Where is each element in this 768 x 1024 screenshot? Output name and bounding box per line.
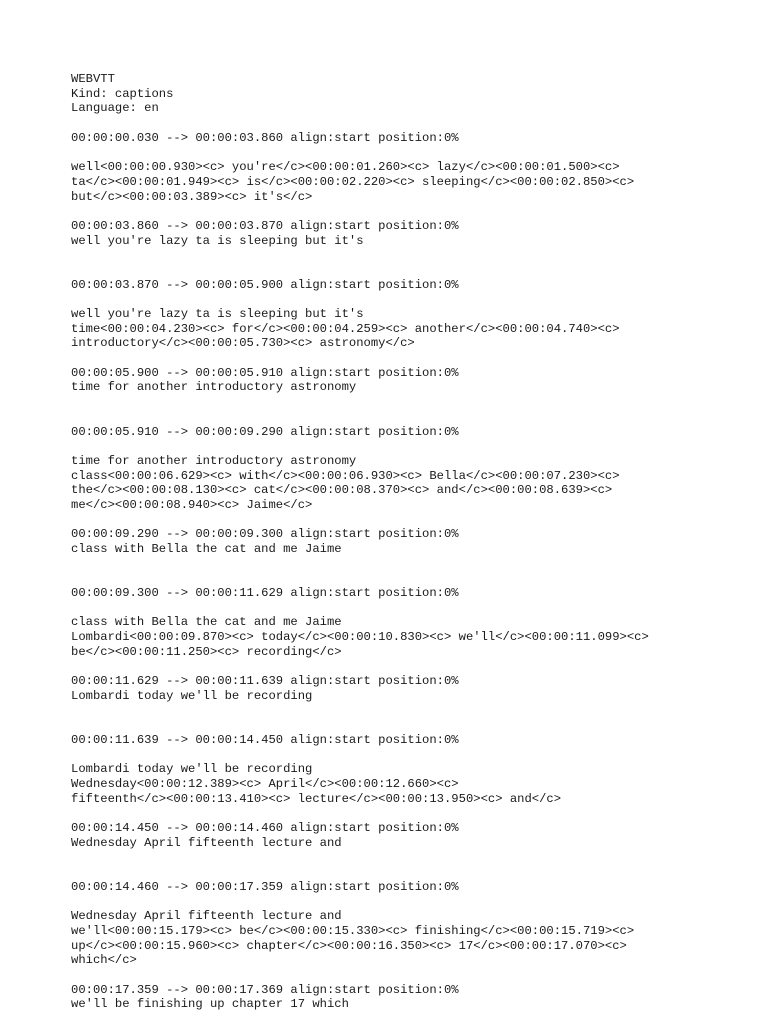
cue-timing: 00:00:03.860 --> 00:00:03.870 align:start position:0% [71, 218, 459, 233]
cue-text-line: introductory</c><00:00:05.730><c> astronomy</c> [71, 336, 415, 351]
cue-text-line: we'll be finishing up chapter 17 which [71, 997, 349, 1012]
cue-text-line: time for another introductory astronomy [71, 453, 357, 468]
cue-text-line: Lombardi today we'll be recording [71, 762, 313, 777]
caption-cue [71, 674, 751, 733]
blank-line [71, 204, 751, 219]
cue-text-line: me</c><00:00:08.940><c> Jaime</c> [71, 497, 313, 512]
vtt-format-line: WEBVTT [71, 72, 115, 86]
cue-text-line: Lombardi today we'll be recording [71, 688, 313, 703]
cue-text-line: but</c><00:00:03.389><c> it's</c> [71, 189, 313, 204]
cue-text-line: up</c><00:00:15.960><c> chapter</c><00:00:16.350><c> 17</c><00:00:17.070><c> [71, 938, 627, 953]
blank-line [71, 292, 751, 307]
blank-line [71, 395, 751, 424]
cue-timing: 00:00:09.290 --> 00:00:09.300 align:start position:0% [71, 527, 459, 542]
caption-cue [71, 733, 751, 821]
cue-text-line: time for another introductory astronomy [71, 380, 357, 395]
cue-timing: 00:00:11.639 --> 00:00:14.450 align:start position:0% [71, 733, 459, 747]
vtt-language-line: Language: en [71, 101, 159, 116]
caption-cue [71, 586, 751, 674]
cue-timing: 00:00:17.359 --> 00:00:17.369 align:start position:0% [71, 982, 459, 997]
cue-text-line: fifteenth</c><00:00:13.410><c> lecture</c><00:00:13.950><c> and</c> [71, 791, 562, 806]
cue-text-line: we'll<00:00:15.179><c> be</c><00:00:15.330><c> finishing</c><00:00:15.719><c> [71, 923, 635, 938]
cue-timing: 00:00:09.300 --> 00:00:11.629 align:start position:0% [71, 586, 459, 601]
blank-line [71, 895, 751, 910]
blank-line [71, 968, 751, 983]
cue-timing: 00:00:14.460 --> 00:00:17.359 align:start position:0% [71, 879, 459, 894]
cue-timing: 00:00:03.870 --> 00:00:05.900 align:start position:0% [71, 277, 459, 292]
cue-text-line: ta</c><00:00:01.949><c> is</c><00:00:02.220><c> sleeping</c><00:00:02.850><c> [71, 174, 635, 189]
blank-line [71, 513, 751, 528]
cue-text-line: time<00:00:04.230><c> for</c><00:00:04.259><c> another</c><00:00:04.740><c> [71, 321, 620, 336]
cue-text-line: well<00:00:00.930><c> you're</c><00:00:01.260><c> lazy</c><00:00:01.500><c> [71, 160, 620, 175]
cue-text-line: Wednesday April fifteenth lecture and [71, 835, 342, 850]
cue-list [71, 131, 751, 1012]
blank-line [71, 248, 751, 277]
cue-text-line: which</c> [71, 953, 137, 968]
caption-cue [71, 821, 751, 880]
blank-line [71, 116, 751, 131]
cue-text-line: class<00:00:06.629><c> with</c><00:00:06.930><c> Bella</c><00:00:07.230><c> [71, 468, 620, 483]
blank-line [71, 851, 751, 880]
cue-text-line: Wednesday April fifteenth lecture and [71, 909, 342, 924]
caption-cue [71, 278, 751, 366]
cue-text-line: well you're lazy ta is sleeping but it's [71, 233, 364, 248]
caption-cue [71, 983, 751, 1012]
caption-cue [71, 527, 751, 586]
cue-text-line: class with Bella the cat and me Jaime [71, 542, 342, 557]
caption-cue [71, 880, 751, 983]
cue-timing: 00:00:14.450 --> 00:00:14.460 align:start position:0% [71, 821, 459, 836]
cue-text-line: be</c><00:00:11.250><c> recording</c> [71, 644, 342, 659]
vtt-kind-line: Kind: captions [71, 86, 174, 101]
blank-line [71, 806, 751, 821]
cue-text-line: the</c><00:00:08.130><c> cat</c><00:00:08.370><c> and</c><00:00:08.639><c> [71, 483, 613, 498]
cue-timing: 00:00:05.910 --> 00:00:09.290 align:start position:0% [71, 424, 459, 439]
blank-line [71, 351, 751, 366]
blank-line [71, 601, 751, 616]
caption-cue [71, 425, 751, 528]
cue-timing: 00:00:05.900 --> 00:00:05.910 align:start position:0% [71, 365, 459, 380]
blank-line [71, 748, 751, 763]
blank-line [71, 704, 751, 733]
caption-cue [71, 131, 751, 219]
cue-text-line: well you're lazy ta is sleeping but it's [71, 307, 364, 322]
blank-line [71, 439, 751, 454]
cue-text-line: class with Bella the cat and me Jaime [71, 615, 342, 630]
document-page [71, 72, 751, 1012]
cue-timing: 00:00:11.629 --> 00:00:11.639 align:start position:0% [71, 674, 459, 689]
caption-cue [71, 219, 751, 278]
blank-line [71, 660, 751, 675]
caption-cue [71, 366, 751, 425]
cue-text-line: Lombardi<00:00:09.870><c> today</c><00:00:10.830><c> we'll</c><00:00:11.099><c> [71, 630, 649, 645]
blank-line [71, 145, 751, 160]
cue-text-line: Wednesday<00:00:12.389><c> April</c><00:00:12.660><c> [71, 777, 459, 792]
blank-line [71, 557, 751, 586]
cue-timing: 00:00:00.030 --> 00:00:03.860 align:start position:0% [71, 130, 459, 145]
